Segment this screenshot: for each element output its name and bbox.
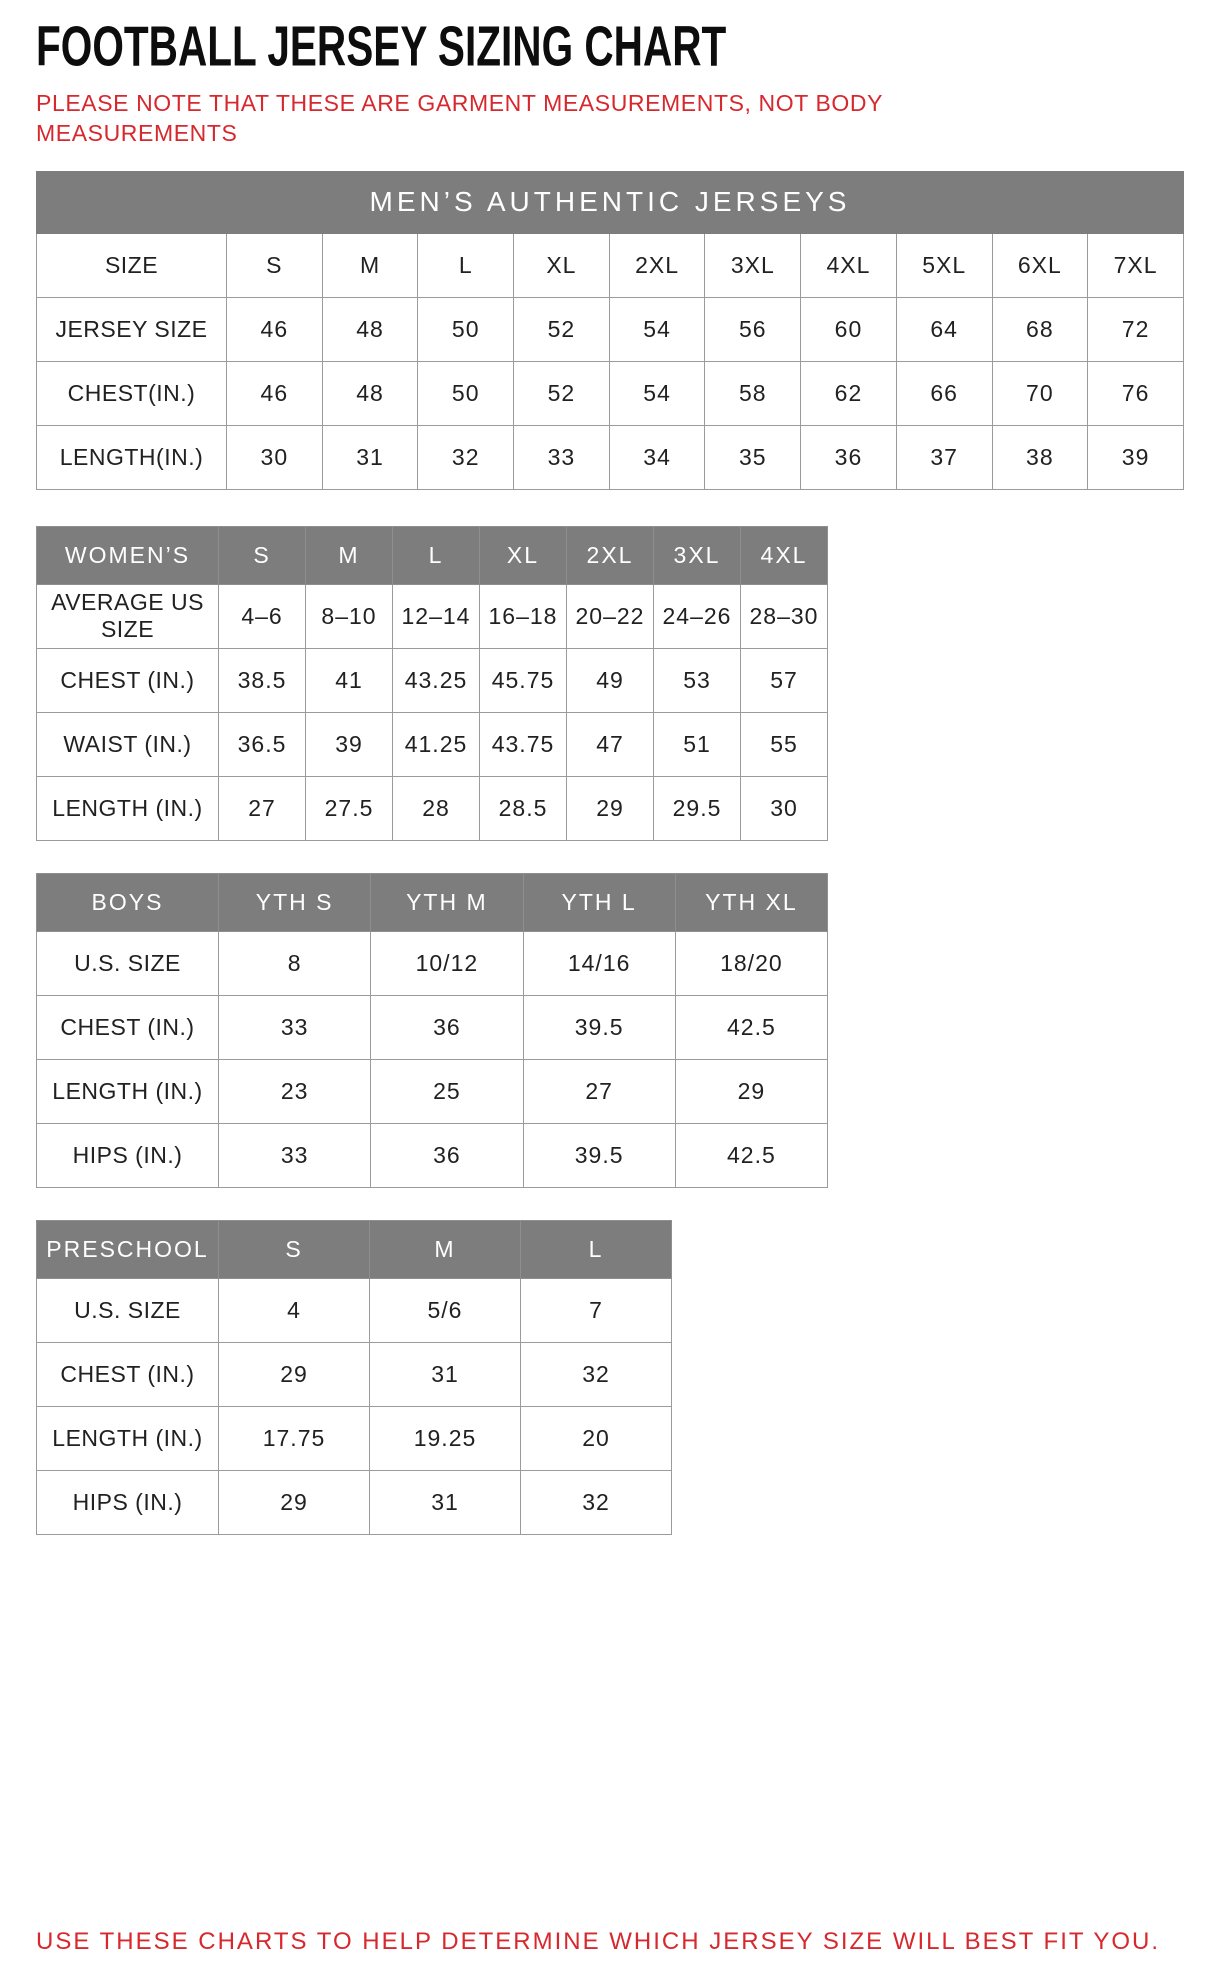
table-title-cell: SIZE — [37, 233, 227, 297]
value-cell: 49 — [567, 648, 654, 712]
value-cell: 29 — [675, 1059, 827, 1123]
value-cell: 50 — [418, 297, 514, 361]
row-label-cell: LENGTH(IN.) — [37, 425, 227, 489]
value-cell: 29 — [219, 1342, 370, 1406]
value-cell: 20 — [521, 1406, 672, 1470]
table-banner-row — [37, 171, 1184, 233]
column-header-cell: S — [219, 526, 306, 584]
column-header-cell: 4XL — [741, 526, 828, 584]
value-cell: 17.75 — [219, 1406, 370, 1470]
value-cell: 4 — [219, 1278, 370, 1342]
table-row — [37, 1059, 828, 1123]
value-cell: 53 — [654, 648, 741, 712]
column-header-cell: 7XL — [1088, 233, 1184, 297]
value-cell: 46 — [227, 361, 323, 425]
value-cell: 68 — [992, 297, 1088, 361]
value-cell: 8–10 — [306, 584, 393, 648]
table-header-row — [37, 526, 828, 584]
value-cell: 34 — [609, 425, 705, 489]
column-header-cell: L — [521, 1220, 672, 1278]
value-cell: 41 — [306, 648, 393, 712]
table-row — [37, 297, 1184, 361]
table-row — [37, 584, 828, 648]
value-cell: 76 — [1088, 361, 1184, 425]
value-cell: 60 — [801, 297, 897, 361]
value-cell: 50 — [418, 361, 514, 425]
value-cell: 14/16 — [523, 931, 675, 995]
value-cell: 30 — [741, 776, 828, 840]
value-cell: 20–22 — [567, 584, 654, 648]
value-cell: 29 — [219, 1470, 370, 1534]
row-label-cell: U.S. SIZE — [37, 931, 219, 995]
value-cell: 52 — [514, 361, 610, 425]
value-cell: 70 — [992, 361, 1088, 425]
row-label-cell: WAIST (IN.) — [37, 712, 219, 776]
table-row — [37, 995, 828, 1059]
value-cell: 33 — [219, 995, 371, 1059]
value-cell: 45.75 — [480, 648, 567, 712]
row-label-cell: LENGTH (IN.) — [37, 1059, 219, 1123]
row-label-cell: HIPS (IN.) — [37, 1470, 219, 1534]
value-cell: 54 — [609, 297, 705, 361]
table-row — [37, 776, 828, 840]
value-cell: 36.5 — [219, 712, 306, 776]
value-cell: 31 — [370, 1470, 521, 1534]
value-cell: 28.5 — [480, 776, 567, 840]
value-cell: 31 — [370, 1342, 521, 1406]
value-cell: 48 — [322, 361, 418, 425]
value-cell: 46 — [227, 297, 323, 361]
table-row — [37, 1406, 672, 1470]
column-header-cell: YTH XL — [675, 873, 827, 931]
value-cell: 41.25 — [393, 712, 480, 776]
table-row — [37, 712, 828, 776]
column-header-cell: 6XL — [992, 233, 1088, 297]
row-label-cell: LENGTH (IN.) — [37, 1406, 219, 1470]
value-cell: 48 — [322, 297, 418, 361]
column-header-cell: L — [418, 233, 514, 297]
value-cell: 39.5 — [523, 1123, 675, 1187]
value-cell: 35 — [705, 425, 801, 489]
footer-note: USE THESE CHARTS TO HELP DETERMINE WHICH JERSEY SIZE WILL BEST FIT YOU. — [36, 1928, 1161, 1955]
row-label-cell: CHEST (IN.) — [37, 648, 219, 712]
womens-sizing-table — [36, 526, 828, 841]
column-header-cell: XL — [514, 233, 610, 297]
value-cell: 27 — [523, 1059, 675, 1123]
column-header-cell: 4XL — [801, 233, 897, 297]
value-cell: 8 — [219, 931, 371, 995]
value-cell: 28–30 — [741, 584, 828, 648]
row-label-cell: CHEST (IN.) — [37, 995, 219, 1059]
value-cell: 54 — [609, 361, 705, 425]
value-cell: 27 — [219, 776, 306, 840]
value-cell: 51 — [654, 712, 741, 776]
value-cell: 64 — [896, 297, 992, 361]
value-cell: 12–14 — [393, 584, 480, 648]
value-cell: 4–6 — [219, 584, 306, 648]
table-banner: MEN’S AUTHENTIC JERSEYS — [37, 171, 1184, 233]
value-cell: 16–18 — [480, 584, 567, 648]
table-title-cell: BOYS — [37, 873, 219, 931]
value-cell: 43.25 — [393, 648, 480, 712]
value-cell: 29 — [567, 776, 654, 840]
value-cell: 28 — [393, 776, 480, 840]
value-cell: 23 — [219, 1059, 371, 1123]
value-cell: 72 — [1088, 297, 1184, 361]
value-cell: 18/20 — [675, 931, 827, 995]
value-cell: 58 — [705, 361, 801, 425]
table-title-cell: WOMEN’S — [37, 526, 219, 584]
garment-measurement-note: PLEASE NOTE THAT THESE ARE GARMENT MEASUREMENTS, NOT BODY MEASUREMENTS — [36, 90, 883, 147]
table-row — [37, 425, 1184, 489]
value-cell: 36 — [801, 425, 897, 489]
column-header-cell: XL — [480, 526, 567, 584]
row-label-cell: U.S. SIZE — [37, 1278, 219, 1342]
column-header-cell: 2XL — [609, 233, 705, 297]
column-header-cell: 3XL — [654, 526, 741, 584]
column-header-cell: M — [370, 1220, 521, 1278]
value-cell: 39 — [306, 712, 393, 776]
value-cell: 66 — [896, 361, 992, 425]
column-header-cell: 3XL — [705, 233, 801, 297]
value-cell: 52 — [514, 297, 610, 361]
table-title-cell: PRESCHOOL — [37, 1220, 219, 1278]
value-cell: 33 — [219, 1123, 371, 1187]
column-header-cell: M — [322, 233, 418, 297]
row-label-cell: CHEST(IN.) — [37, 361, 227, 425]
table-header-row — [37, 1220, 672, 1278]
page-title: FOOTBALL JERSEY SIZING CHART — [36, 15, 727, 79]
value-cell: 10/12 — [371, 931, 523, 995]
preschool-sizing-table — [36, 1220, 672, 1535]
row-label-cell: CHEST (IN.) — [37, 1342, 219, 1406]
table-row — [37, 1342, 672, 1406]
value-cell: 47 — [567, 712, 654, 776]
value-cell: 36 — [371, 995, 523, 1059]
column-header-cell: YTH M — [371, 873, 523, 931]
column-header-cell: YTH S — [219, 873, 371, 931]
row-label-cell: HIPS (IN.) — [37, 1123, 219, 1187]
value-cell: 42.5 — [675, 1123, 827, 1187]
column-header-cell: S — [219, 1220, 370, 1278]
table-header-row — [37, 873, 828, 931]
table-row — [37, 1278, 672, 1342]
value-cell: 38 — [992, 425, 1088, 489]
value-cell: 30 — [227, 425, 323, 489]
column-header-cell: 2XL — [567, 526, 654, 584]
column-header-cell: YTH L — [523, 873, 675, 931]
column-header-cell: L — [393, 526, 480, 584]
value-cell: 57 — [741, 648, 828, 712]
table-row — [37, 648, 828, 712]
value-cell: 32 — [521, 1470, 672, 1534]
value-cell: 55 — [741, 712, 828, 776]
value-cell: 7 — [521, 1278, 672, 1342]
value-cell: 27.5 — [306, 776, 393, 840]
column-header-cell: 5XL — [896, 233, 992, 297]
value-cell: 33 — [514, 425, 610, 489]
table-row — [37, 1123, 828, 1187]
boys-sizing-table — [36, 873, 828, 1188]
row-label-cell: LENGTH (IN.) — [37, 776, 219, 840]
column-header-cell: M — [306, 526, 393, 584]
table-row — [37, 931, 828, 995]
mens-sizing-table — [36, 171, 1184, 490]
table-row — [37, 1470, 672, 1534]
table-header-row — [37, 233, 1184, 297]
value-cell: 24–26 — [654, 584, 741, 648]
value-cell: 25 — [371, 1059, 523, 1123]
value-cell: 32 — [521, 1342, 672, 1406]
value-cell: 42.5 — [675, 995, 827, 1059]
value-cell: 62 — [801, 361, 897, 425]
value-cell: 5/6 — [370, 1278, 521, 1342]
value-cell: 39 — [1088, 425, 1184, 489]
value-cell: 39.5 — [523, 995, 675, 1059]
table-row — [37, 361, 1184, 425]
value-cell: 29.5 — [654, 776, 741, 840]
value-cell: 56 — [705, 297, 801, 361]
value-cell: 37 — [896, 425, 992, 489]
value-cell: 38.5 — [219, 648, 306, 712]
column-header-cell: S — [227, 233, 323, 297]
value-cell: 32 — [418, 425, 514, 489]
value-cell: 36 — [371, 1123, 523, 1187]
value-cell: 43.75 — [480, 712, 567, 776]
row-label-cell: JERSEY SIZE — [37, 297, 227, 361]
value-cell: 31 — [322, 425, 418, 489]
value-cell: 19.25 — [370, 1406, 521, 1470]
row-label-cell: AVERAGE US SIZE — [37, 584, 219, 648]
